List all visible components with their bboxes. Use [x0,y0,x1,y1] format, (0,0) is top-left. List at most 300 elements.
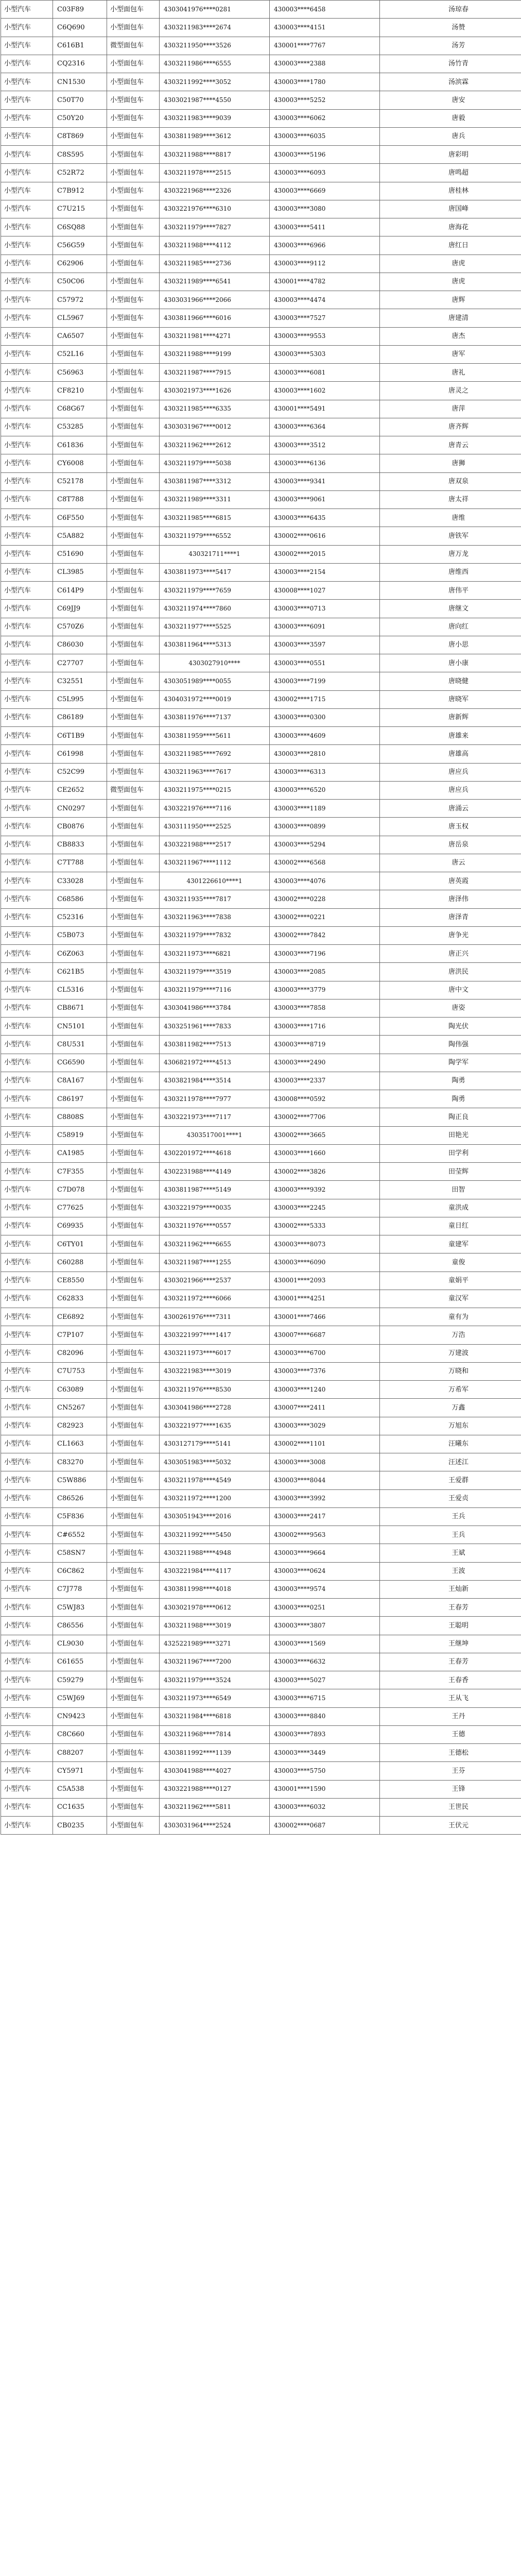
table-row [1,454,521,472]
owner-name-cell: 陶勇 [380,1090,521,1108]
owner-name-cell: 万鑫 [380,1399,521,1417]
owner-name-cell: 唐维西 [380,563,521,581]
vehicle-type-cell: 小型汽车 [1,1344,53,1362]
plate-number-cell: C86197 [53,1090,107,1108]
vehicle-model-cell: 小型面包车 [107,727,160,745]
vehicle-type-cell: 小型汽车 [1,563,53,581]
vehicle-type-cell: 小型汽车 [1,127,53,145]
vehicle-type-cell: 小型汽车 [1,1326,53,1344]
vehicle-model-cell: 小型面包车 [107,854,160,872]
id-number-cell: 4303221976****6310 [160,200,270,218]
owner-name-cell: 陶伟强 [380,1036,521,1054]
phone-number-cell: 430003****9341 [270,472,380,490]
table-row [1,690,521,708]
vehicle-model-cell: 小型面包车 [107,672,160,690]
vehicle-model-cell: 小型面包车 [107,454,160,472]
vehicle-model-cell: 小型面包车 [107,146,160,164]
plate-number-cell: CE2652 [53,781,107,799]
plate-number-cell: C86526 [53,1489,107,1507]
owner-name-cell: 王灿新 [380,1580,521,1598]
vehicle-model-cell: 小型面包车 [107,1054,160,1072]
table-row [1,1798,521,1816]
vehicle-type-cell: 小型汽车 [1,600,53,618]
table-row [1,672,521,690]
plate-number-cell: C82923 [53,1417,107,1435]
phone-number-cell: 430003****7196 [270,945,380,963]
vehicle-model-cell: 小型面包车 [107,1199,160,1217]
phone-number-cell: 430003****6313 [270,763,380,781]
vehicle-type-cell: 小型汽车 [1,690,53,708]
vehicle-model-cell: 小型面包车 [107,1671,160,1689]
owner-name-cell: 唐英霞 [380,872,521,890]
table-row [1,1544,521,1562]
plate-number-cell: CB0235 [53,1817,107,1835]
vehicle-model-cell: 小型面包车 [107,472,160,490]
table-row [1,345,521,363]
table-row [1,1308,521,1326]
plate-number-cell: C#6552 [53,1526,107,1544]
vehicle-model-cell: 小型面包车 [107,1290,160,1308]
vehicle-model-cell: 小型面包车 [107,1272,160,1290]
plate-number-cell: C56963 [53,364,107,382]
vehicle-model-cell: 小型面包车 [107,945,160,963]
id-number-cell: 4303211977****5525 [160,618,270,636]
vehicle-type-cell: 小型汽车 [1,763,53,781]
phone-number-cell: 430002****3826 [270,1163,380,1181]
owner-name-cell: 王波 [380,1562,521,1580]
id-number-cell: 4303211950****3526 [160,37,270,55]
owner-name-cell: 陶光伏 [380,1018,521,1036]
vehicle-model-cell: 小型面包车 [107,182,160,200]
owner-name-cell: 唐安 [380,91,521,109]
table-row [1,109,521,127]
vehicle-type-cell: 小型汽车 [1,908,53,926]
owner-name-cell: 唐桂林 [380,182,521,200]
phone-number-cell: 430003****3512 [270,436,380,454]
plate-number-cell: C57972 [53,291,107,309]
table-row [1,218,521,236]
vehicle-model-cell: 小型面包车 [107,1599,160,1617]
id-number-cell: 4303051983****5032 [160,1453,270,1471]
id-number-cell: 4303211967****1112 [160,854,270,872]
vehicle-model-cell: 小型面包车 [107,1253,160,1272]
plate-number-cell: C5F836 [53,1507,107,1526]
owner-name-cell: 童洪成 [380,1199,521,1217]
vehicle-type-cell: 小型汽车 [1,1762,53,1780]
vehicle-model-cell: 小型面包车 [107,164,160,182]
id-number-cell: 4303211988****4948 [160,1544,270,1562]
phone-number-cell: 430003****4474 [270,291,380,309]
vehicle-type-cell: 小型汽车 [1,255,53,273]
plate-number-cell: C8T788 [53,490,107,509]
table-row [1,291,521,309]
id-number-cell: 4303021978****0612 [160,1599,270,1617]
owner-name-cell: 王芬 [380,1762,521,1780]
id-number-cell: 4303211983****2674 [160,19,270,37]
vehicle-type-cell: 小型汽车 [1,1235,53,1253]
vehicle-model-cell: 小型面包车 [107,527,160,545]
plate-number-cell: C6Q690 [53,19,107,37]
id-number-cell: 4303027910**** [160,654,270,672]
owner-name-cell: 王从飞 [380,1689,521,1707]
owner-name-cell: 唐晓健 [380,672,521,690]
vehicle-type-cell: 小型汽车 [1,509,53,527]
id-number-cell: 4303021973****1626 [160,382,270,400]
vehicle-model-cell: 小型面包车 [107,690,160,708]
id-number-cell: 4303211972****1200 [160,1489,270,1507]
phone-number-cell: 430008****1027 [270,582,380,600]
owner-name-cell: 唐中文 [380,981,521,999]
id-number-cell: 430321711****1 [160,545,270,563]
vehicle-model-cell: 小型面包车 [107,1090,160,1108]
vehicle-model-cell: 小型面包车 [107,563,160,581]
id-number-cell: 4303211975****0215 [160,781,270,799]
phone-number-cell: 430002****0221 [270,908,380,926]
table-row [1,800,521,818]
id-number-cell: 4303221988****2517 [160,836,270,854]
phone-number-cell: 430003****3779 [270,981,380,999]
table-row [1,890,521,908]
phone-number-cell: 430003****1189 [270,800,380,818]
table-row [1,582,521,600]
vehicle-model-cell: 小型面包车 [107,291,160,309]
phone-number-cell: 430003****0899 [270,818,380,836]
vehicle-type-cell: 小型汽车 [1,1417,53,1435]
phone-number-cell: 430003****9392 [270,1181,380,1199]
owner-name-cell: 唐彩明 [380,146,521,164]
owner-name-cell: 唐玉权 [380,818,521,836]
phone-number-cell: 430002****0228 [270,890,380,908]
phone-number-cell: 430003****2154 [270,563,380,581]
owner-name-cell: 唐岳泉 [380,836,521,854]
vehicle-type-cell: 小型汽车 [1,1163,53,1181]
plate-number-cell: CY5971 [53,1762,107,1780]
vehicle-model-cell: 小型面包车 [107,1762,160,1780]
vehicle-model-cell: 小型面包车 [107,1780,160,1798]
phone-number-cell: 430001****4782 [270,273,380,291]
plate-number-cell: C27707 [53,654,107,672]
owner-name-cell: 唐礼 [380,364,521,382]
plate-number-cell: CA6507 [53,327,107,345]
table-row [1,1326,521,1344]
table-row [1,146,521,164]
vehicle-model-cell: 微型面包车 [107,37,160,55]
vehicle-type-cell: 小型汽车 [1,963,53,981]
vehicle-model-cell: 小型面包车 [107,745,160,763]
plate-number-cell: C61655 [53,1653,107,1671]
vehicle-model-cell: 小型面包车 [107,1580,160,1598]
plate-number-cell: C8808S [53,1108,107,1126]
id-number-cell: 4303051943****2016 [160,1507,270,1526]
vehicle-model-cell: 小型面包车 [107,1725,160,1743]
vehicle-type-cell: 小型汽车 [1,1471,53,1489]
plate-number-cell: CN5101 [53,1018,107,1036]
id-number-cell: 4303811973****5417 [160,563,270,581]
id-number-cell: 4303221976****7116 [160,800,270,818]
id-number-cell: 4303211935****7817 [160,890,270,908]
vehicle-type-cell: 小型汽车 [1,1381,53,1399]
vehicle-model-cell: 小型面包车 [107,1562,160,1580]
plate-number-cell: C03F89 [53,1,107,19]
id-number-cell: 4303211987****1255 [160,1253,270,1272]
vehicle-model-cell: 小型面包车 [107,1635,160,1653]
vehicle-model-cell: 小型面包车 [107,200,160,218]
phone-number-cell: 430003****3597 [270,636,380,654]
id-number-cell: 4303811959****5611 [160,727,270,745]
owner-name-cell: 王聪明 [380,1617,521,1635]
id-number-cell: 4303211972****6066 [160,1290,270,1308]
table-row [1,1780,521,1798]
phone-number-cell: 430003****0551 [270,654,380,672]
phone-number-cell: 430003****2388 [270,55,380,73]
phone-number-cell: 430003****7858 [270,999,380,1017]
vehicle-type-cell: 小型汽车 [1,1780,53,1798]
vehicle-type-cell: 小型汽车 [1,1144,53,1162]
vehicle-type-cell: 小型汽车 [1,1272,53,1290]
plate-number-cell: C86189 [53,708,107,726]
phone-number-cell: 430003****8840 [270,1707,380,1725]
plate-number-cell: C614P9 [53,582,107,600]
id-number-cell: 4303811966****6016 [160,309,270,327]
table-row [1,1671,521,1689]
table-row [1,1362,521,1380]
owner-name-cell: 王春香 [380,1671,521,1689]
owner-name-cell: 万浩 [380,1326,521,1344]
table-row [1,1653,521,1671]
vehicle-type-cell: 小型汽车 [1,745,53,763]
plate-number-cell: C8A167 [53,1072,107,1090]
phone-number-cell: 430001****2093 [270,1272,380,1290]
table-row [1,1090,521,1108]
vehicle-type-cell: 小型汽车 [1,1126,53,1144]
vehicle-model-cell: 小型面包车 [107,800,160,818]
id-number-cell: 4303811992****1139 [160,1744,270,1762]
phone-number-cell: 430003****9061 [270,490,380,509]
vehicle-model-cell: 小型面包车 [107,926,160,944]
owner-name-cell: 汤滨霖 [380,73,521,91]
plate-number-cell: C63089 [53,1381,107,1399]
phone-number-cell: 430003****0251 [270,1599,380,1617]
owner-name-cell: 唐铁军 [380,527,521,545]
plate-number-cell: CQ2316 [53,55,107,73]
owner-name-cell: 唐鸣超 [380,164,521,182]
plate-number-cell: C6Z063 [53,945,107,963]
vehicle-model-cell: 小型面包车 [107,1126,160,1144]
vehicle-type-cell: 小型汽车 [1,327,53,345]
owner-name-cell: 汤芳 [380,37,521,55]
vehicle-model-cell: 小型面包车 [107,999,160,1017]
vehicle-type-cell: 小型汽车 [1,800,53,818]
table-row [1,1817,521,1835]
phone-number-cell: 430003****5196 [270,146,380,164]
table-row [1,1181,521,1199]
phone-number-cell: 430003****1240 [270,1381,380,1399]
owner-name-cell: 唐虎 [380,273,521,291]
table-row [1,1163,521,1181]
plate-number-cell: C56G59 [53,236,107,255]
table-row [1,236,521,255]
id-number-cell: 4303211979****3519 [160,963,270,981]
vehicle-model-cell: 小型面包车 [107,309,160,327]
owner-name-cell: 唐毅 [380,109,521,127]
vehicle-model-cell: 小型面包车 [107,545,160,563]
id-number-cell: 4300261976****7311 [160,1308,270,1326]
id-number-cell: 4303811989****3612 [160,127,270,145]
vehicle-model-cell: 小型面包车 [107,636,160,654]
plate-number-cell: C621B5 [53,963,107,981]
phone-number-cell: 430003****4076 [270,872,380,890]
vehicle-type-cell: 小型汽车 [1,1399,53,1417]
phone-number-cell: 430003****6632 [270,1653,380,1671]
plate-number-cell: CY6008 [53,454,107,472]
vehicle-model-cell: 小型面包车 [107,364,160,382]
table-row [1,963,521,981]
vehicle-model-cell: 小型面包车 [107,490,160,509]
plate-number-cell: C51690 [53,545,107,563]
table-row [1,818,521,836]
owner-name-cell: 童娟平 [380,1272,521,1290]
owner-name-cell: 唐向红 [380,618,521,636]
id-number-cell: 4303811964****5313 [160,636,270,654]
id-number-cell: 4303211974****7860 [160,600,270,618]
vehicle-model-cell: 小型面包车 [107,1036,160,1054]
id-number-cell: 4303211987****7915 [160,364,270,382]
table-row [1,19,521,37]
vehicle-type-cell: 小型汽车 [1,309,53,327]
vehicle-model-cell: 小型面包车 [107,55,160,73]
vehicle-model-cell: 小型面包车 [107,218,160,236]
owner-name-cell: 王春芳 [380,1653,521,1671]
phone-number-cell: 430003****6715 [270,1689,380,1707]
owner-name-cell: 陶学军 [380,1054,521,1072]
plate-number-cell: C68G67 [53,400,107,418]
id-number-cell: 4303041976****0281 [160,1,270,19]
id-number-cell: 4303031964****2524 [160,1817,270,1835]
table-row [1,1689,521,1707]
phone-number-cell: 430003****6093 [270,164,380,182]
table-row [1,745,521,763]
owner-name-cell: 唐维 [380,509,521,527]
vehicle-type-cell: 小型汽车 [1,418,53,436]
phone-number-cell: 430002****7706 [270,1108,380,1126]
phone-number-cell: 430003****6081 [270,364,380,382]
id-number-cell: 4303811976****7137 [160,708,270,726]
plate-number-cell: CL5316 [53,981,107,999]
plate-number-cell: C86556 [53,1617,107,1635]
vehicle-type-cell: 小型汽车 [1,1707,53,1725]
table-row [1,908,521,926]
phone-number-cell: 430003****9664 [270,1544,380,1562]
id-number-cell: 4303811998****4018 [160,1580,270,1598]
phone-number-cell: 430002****7842 [270,926,380,944]
plate-number-cell: C8U531 [53,1036,107,1054]
plate-number-cell: C52R72 [53,164,107,182]
phone-number-cell: 430003****6032 [270,1798,380,1816]
table-row [1,854,521,872]
id-number-cell: 4303211989****6541 [160,273,270,291]
vehicle-type-cell: 小型汽车 [1,1253,53,1272]
plate-number-cell: C61998 [53,745,107,763]
vehicle-type-cell: 小型汽车 [1,1798,53,1816]
id-number-cell: 4303211985****6335 [160,400,270,418]
id-number-cell: 4303211988****3019 [160,1617,270,1635]
vehicle-model-cell: 小型面包车 [107,872,160,890]
plate-number-cell: C5L995 [53,690,107,708]
plate-number-cell: C6SQ88 [53,218,107,236]
plate-number-cell: C60288 [53,1253,107,1272]
plate-number-cell: C52L16 [53,345,107,363]
id-number-cell: 4303211962****6655 [160,1235,270,1253]
id-number-cell: 4303211979****7659 [160,582,270,600]
table-row [1,926,521,944]
vehicle-model-cell: 小型面包车 [107,109,160,127]
id-number-cell: 4303221979****0035 [160,1199,270,1217]
plate-number-cell: C5WJ69 [53,1689,107,1707]
id-number-cell: 4303211983****9039 [160,109,270,127]
vehicle-type-cell: 小型汽车 [1,200,53,218]
owner-name-cell: 王丹 [380,1707,521,1725]
owner-name-cell: 田智 [380,1181,521,1199]
owner-name-cell: 唐泽青 [380,908,521,926]
plate-number-cell: C5B073 [53,926,107,944]
vehicle-type-cell: 小型汽车 [1,582,53,600]
table-row [1,436,521,454]
id-number-cell: 4303517001****1 [160,1126,270,1144]
vehicle-model-cell: 小型面包车 [107,1362,160,1380]
owner-name-cell: 王兵 [380,1507,521,1526]
vehicle-type-cell: 小型汽车 [1,1453,53,1471]
id-number-cell: 4303211973****6821 [160,945,270,963]
id-number-cell: 4303811987****5149 [160,1181,270,1199]
owner-name-cell: 童俊 [380,1253,521,1272]
id-number-cell: 4303041988****4027 [160,1762,270,1780]
table-row [1,527,521,545]
phone-number-cell: 430001****4251 [270,1290,380,1308]
owner-name-cell: 唐洪民 [380,963,521,981]
id-number-cell: 4303051989****0055 [160,672,270,690]
id-number-cell: 4303211979****5038 [160,454,270,472]
id-number-cell: 4303221973****7117 [160,1108,270,1126]
table-row [1,1725,521,1743]
vehicle-model-cell: 小型面包车 [107,127,160,145]
id-number-cell: 4303041986****2728 [160,1399,270,1417]
id-number-cell: 4303221968****2326 [160,182,270,200]
table-row [1,1617,521,1635]
id-number-cell: 4303211979****7116 [160,981,270,999]
plate-number-cell: C83270 [53,1453,107,1471]
vehicle-type-cell: 小型汽车 [1,1054,53,1072]
table-row [1,1399,521,1417]
phone-number-cell: 430003****6435 [270,509,380,527]
phone-number-cell: 430003****3080 [270,200,380,218]
plate-number-cell: CN0297 [53,800,107,818]
vehicle-type-cell: 小型汽车 [1,945,53,963]
phone-number-cell: 430003****5303 [270,345,380,363]
table-row [1,600,521,618]
plate-number-cell: CB8833 [53,836,107,854]
table-row [1,273,521,291]
table-row [1,1744,521,1762]
vehicle-model-cell: 小型面包车 [107,1018,160,1036]
id-number-cell: 4302231988****4149 [160,1163,270,1181]
phone-number-cell: 430003****2417 [270,1507,380,1526]
phone-number-cell: 430002****2015 [270,545,380,563]
plate-number-cell: CE6892 [53,1308,107,1326]
vehicle-model-cell: 小型面包车 [107,763,160,781]
phone-number-cell: 430002****9563 [270,1526,380,1544]
vehicle-model-cell: 小型面包车 [107,890,160,908]
owner-name-cell: 王世民 [380,1798,521,1816]
